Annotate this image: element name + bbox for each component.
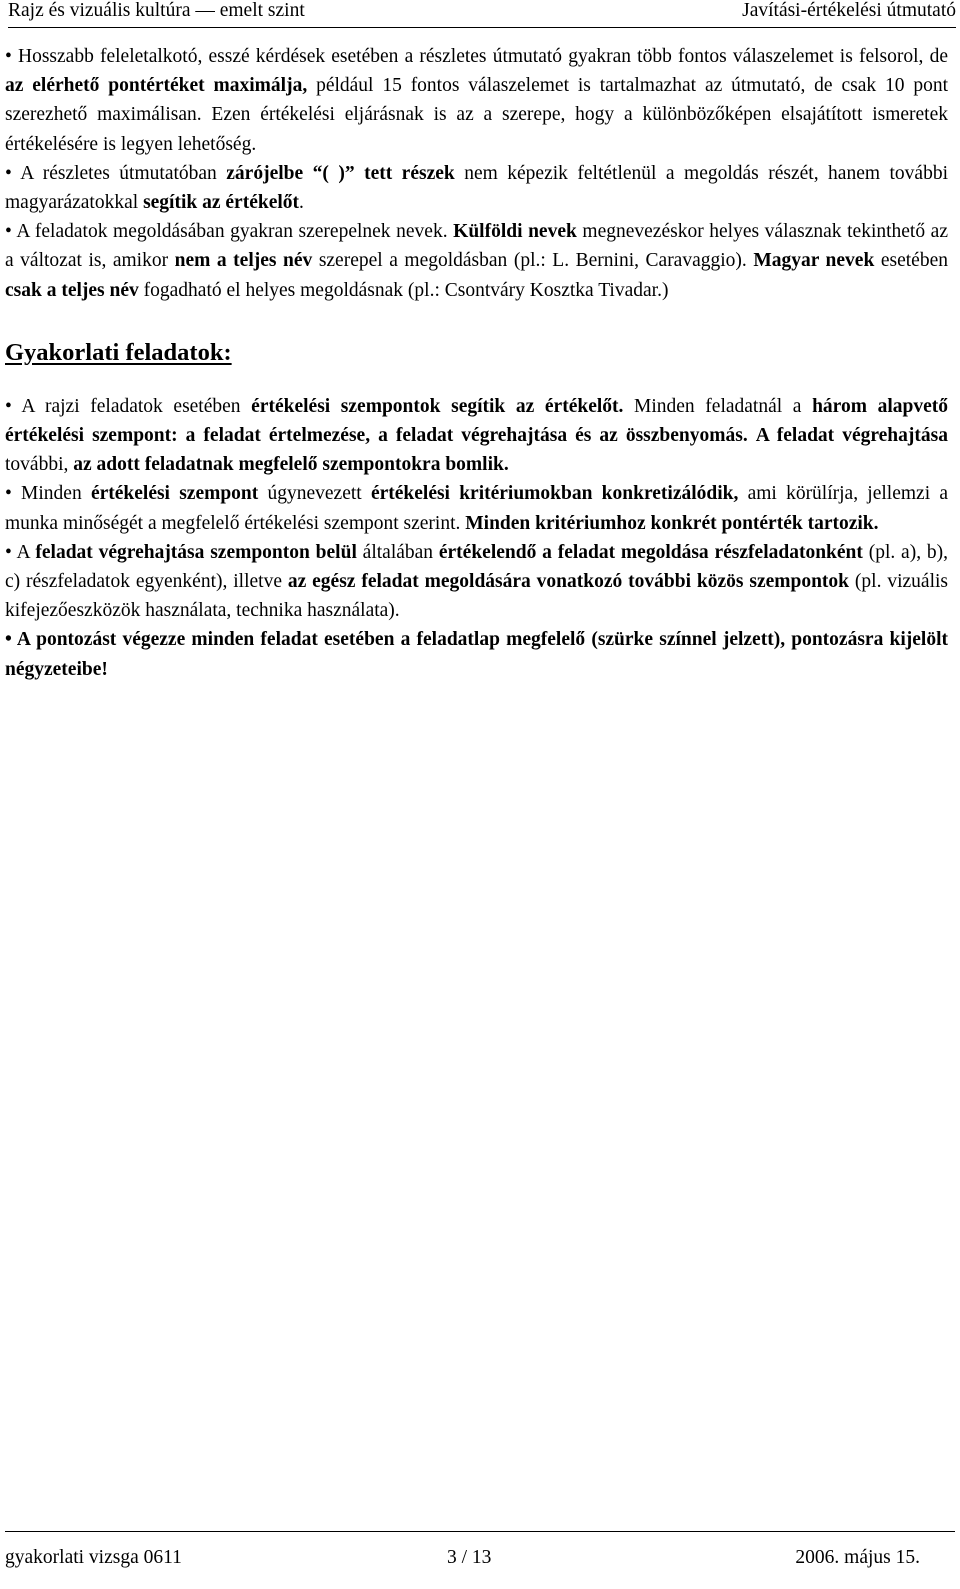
bold-text-run: segítik az értékelőt — [143, 192, 300, 214]
header-subtitle: Javítási-értékelési útmutató — [742, 0, 956, 21]
page-footer — [5, 1531, 955, 1571]
text-run: szerepel a megoldásban (pl.: L. Bernini, Caravaggio). — [312, 250, 754, 272]
bullet-paragraph — [5, 625, 948, 683]
text-run: további, — [5, 454, 74, 476]
bold-text-run: csak a teljes név — [5, 279, 139, 301]
bold-text-run: értékelési szempont — [90, 483, 259, 505]
section-heading: Gyakorlati feladatok: — [5, 338, 232, 366]
text-run: általában — [356, 541, 439, 563]
text-run: • A részletes útmutatóban — [5, 162, 227, 184]
text-run: • A feladatok megoldásában gyakran szerepelnek nevek. — [5, 221, 454, 243]
bold-text-run: zárójelbe “( )” tett részek — [226, 162, 455, 184]
text-run: ami körülírja, jellemzi a munka minőségét a megfelelő értékelési szempont szerint. — [5, 483, 948, 534]
text-run: esetében — [874, 250, 948, 272]
text-run: például 15 fontos válaszelemet is tartalmazhat az útmutató, de csak 10 pont szerezhető maximálisan. Ezen értékelési eljárásnak is az a szerepe, hogy a különbözőképen elsajátított ismeretek értékelésére is legyen lehetőség. — [5, 75, 948, 155]
bullet-paragraph — [5, 42, 948, 159]
bold-text-run: az elérhető pontértéket maximálja, — [5, 75, 308, 97]
footer-date: 2006. május 15. — [795, 1547, 920, 1568]
text-run: (pl. vizuális kifejezőeszközök használata, technika használata). — [5, 571, 948, 622]
text-run: úgynevezett — [258, 483, 371, 505]
intro-bullet-list — [5, 42, 948, 305]
text-run: Minden feladatnál a — [623, 395, 813, 417]
text-run: fogadható el helyes megoldásnak (pl.: Csontváry Kosztka Tivadar.) — [138, 279, 669, 301]
footer-exam-label: gyakorlati vizsga 0611 — [5, 1547, 182, 1568]
bullet-paragraph — [5, 392, 948, 480]
bold-text-run: nem a teljes név — [174, 250, 313, 272]
bold-text-run: A feladat végrehajtása — [755, 425, 948, 447]
bold-text-run: értékelési szempontok segítik az értékelőt. — [251, 395, 624, 417]
bold-text-run: az egész feladat megoldására vonatkozó további közös szempontok — [287, 571, 850, 593]
bullet-paragraph — [5, 217, 948, 305]
bold-text-run: • A pontozást végezze minden feladat esetében a feladatlap megfelelő (szürke színnel jelzett), pontozásra kijelölt négyzeteibe! — [5, 629, 948, 680]
header-divider — [8, 27, 956, 28]
text-run: megnevezéskor helyes válasznak tekinthető az a változat is, amikor — [5, 221, 948, 272]
text-run: nem képezik feltétlenül a megoldás részét, hanem további magyarázatokkal — [5, 162, 949, 214]
text-run: . — [299, 192, 304, 214]
bold-text-run: értékelendő a feladat megoldása részfeladatonként — [438, 541, 863, 563]
page-header — [8, 0, 956, 40]
text-run: • A — [5, 541, 36, 563]
practical-bullet-list — [5, 392, 948, 684]
text-run — [748, 425, 756, 446]
bold-text-run: Külföldi nevek — [453, 221, 577, 243]
text-run: • Minden — [5, 483, 91, 505]
bold-text-run: az adott feladatnak megfelelő szempontokra bomlik. — [73, 454, 509, 476]
text-run: (pl. a), b), c) részfeladatok egyenként), illetve — [5, 541, 949, 593]
text-run: • Hosszabb feleletalkotó, esszé kérdések esetében a részletes útmutató gyakran több fontos válaszelemet is felsorol, de — [5, 46, 948, 67]
bold-text-run: Magyar nevek — [753, 250, 875, 272]
bullet-paragraph — [5, 479, 948, 537]
header-title: Rajz és vizuális kultúra — emelt szint — [8, 0, 305, 21]
bold-text-run: értékelési kritériumokban konkretizálódik, — [370, 483, 739, 505]
bold-text-run: feladat végrehajtása szemponton belül — [35, 541, 357, 563]
bold-text-run: három alapvető értékelési szempont: a feladat értelmezése, a feladat végrehajtása és az összbenyomás. — [5, 395, 948, 447]
footer-divider — [5, 1531, 955, 1532]
text-run: • A rajzi feladatok esetében — [5, 395, 252, 417]
document-body — [5, 42, 948, 684]
footer-page-number: 3 / 13 — [447, 1547, 492, 1568]
bullet-paragraph — [5, 538, 948, 626]
bold-text-run: Minden kritériumhoz konkrét pontérték tartozik. — [465, 512, 879, 534]
bullet-paragraph — [5, 159, 948, 217]
